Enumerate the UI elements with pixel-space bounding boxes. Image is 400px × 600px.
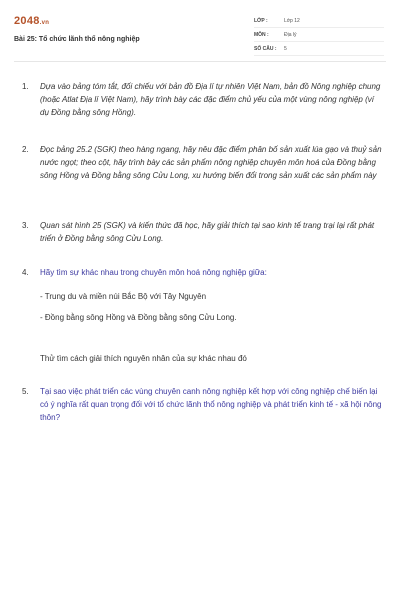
meta-label: LỚP :	[254, 17, 268, 24]
site-logo[interactable]	[14, 15, 49, 27]
lesson-title: Bài 25: Tổ chức lãnh thổ nông nghiệp	[14, 36, 140, 43]
page-header	[14, 11, 386, 62]
meta-value: Lớp 12	[284, 17, 300, 24]
meta-value: 5	[284, 45, 287, 52]
meta-row-question-count	[254, 42, 384, 56]
question-5	[22, 385, 382, 427]
meta-row-class	[254, 14, 384, 28]
meta-label: MÔN :	[254, 31, 269, 38]
question-number: 2.	[22, 145, 29, 154]
meta-value: Địa lý	[284, 31, 297, 38]
logo-main: 2048	[14, 15, 40, 27]
meta-label: SỐ CÂU :	[254, 45, 277, 52]
comparison-item: - Trung du và miền núi Bắc Bộ với Tây Nguyên	[40, 292, 207, 301]
logo-sub: .vn	[39, 20, 50, 26]
question-number: 5.	[22, 387, 29, 396]
question-number: 1.	[22, 82, 29, 91]
question-text: Tại sao việc phát triển các vùng chuyên canh nông nghiệp kết hợp với công nghiệp chế biến lại có ý nghĩa rất quan trọng đối với tổ chức lãnh thổ nông nghiệp và phát triển kinh tế - xã hội nông thôn?	[40, 387, 382, 422]
question-2	[22, 143, 382, 198]
meta-row-subject	[254, 28, 384, 42]
question-note: Thử tìm cách giải thích nguyên nhân của sự khác nhau đó	[40, 354, 247, 363]
question-3	[22, 219, 382, 247]
question-number: 3.	[22, 221, 29, 230]
lesson-meta-table	[254, 14, 384, 56]
question-text: Hãy tìm sự khác nhau trong chuyên môn hoá nông nghiệp giữa:	[40, 268, 267, 277]
question-text: Quan sát hình 25 (SGK) và kiến thức đã học, hãy giải thích tại sao kinh tế trang trại lại rất phát triển ở Đồng bằng sông Cửu Long.	[40, 221, 375, 243]
question-number: 4.	[22, 268, 29, 277]
question-text: Dựa vào bảng tóm tắt, đối chiếu với bản đồ Địa lí tự nhiên Việt Nam, bản đồ Nông nghiệp chung (hoặc Atlat Địa lí Việt Nam), hãy trình bày các đặc điểm chủ yếu của một vùng nông nghiệp (ví dụ Đồng bằng sông Hồng).	[40, 82, 381, 117]
question-4	[22, 266, 382, 366]
question-1	[22, 80, 382, 122]
comparison-item: - Đồng bằng sông Hồng và Đồng bằng sông Cửu Long.	[40, 313, 237, 322]
question-text: Đọc bảng 25.2 (SGK) theo hàng ngang, hãy nêu đặc điểm phân bố sản xuất lúa gạo và thuỷ sản nước ngọt; theo cột, hãy trình bày các sản phẩm nông nghiệp chuyên môn hoá của Đồng bằng sông Hồng và Đồng bằng sông Cửu Long, xu hướng biến đổi trong sản xuất các sản phẩm này	[40, 145, 382, 180]
